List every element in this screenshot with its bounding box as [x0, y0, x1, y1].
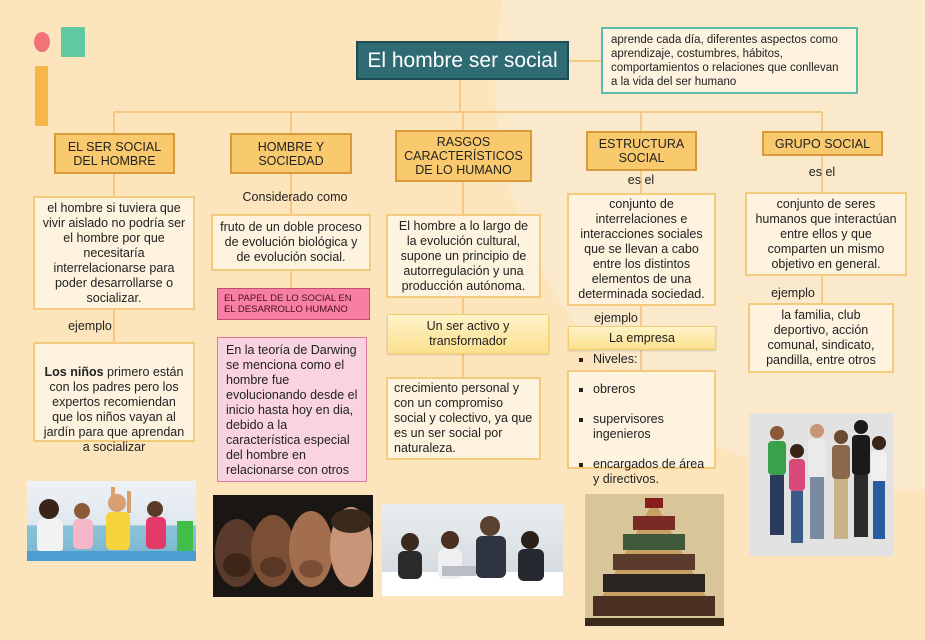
header-ser-social: EL SER SOCIAL DEL HOMBRE: [54, 133, 175, 174]
children-photo: [27, 481, 196, 561]
example-label-col4: ejemplo: [594, 310, 638, 325]
level-item: ▪ Niveles:: [593, 352, 708, 367]
example-ninos-text: primero están con los padres pero los expertos recomiendan que los niños vayan al jardín para que aprendan a socializar: [43, 365, 185, 454]
detail-crecimiento: crecimiento personal y con un compromiso social y colectivo, ya que es un ser social por naturaleza.: [386, 377, 541, 460]
header-grupo-social: GRUPO SOCIAL: [762, 131, 883, 156]
highlight-la-empresa: La empresa: [568, 326, 716, 350]
desc-rasgos: El hombre a lo largo de la evolución cultural, supone un principio de autorregulación y una producción autónoma.: [386, 214, 541, 298]
example-familia: la familia, club deportivo, acción comunal, sindicato, pandilla, entre otros: [748, 303, 894, 373]
desc-estructura: conjunto de interrelaciones e interacciones sociales que se llevan a cabo entre los distintos elementos de una determinada sociedad.: [567, 193, 716, 306]
office-team-photo: [382, 504, 563, 596]
header-hombre-sociedad: HOMBRE Y SOCIEDAD: [230, 133, 352, 174]
desc-grupo-social: conjunto de seres humanos que interactúan entre ellos y que comparten un mismo objetivo en general.: [745, 192, 907, 276]
pink-text-darwin: En la teoría de Darwing se menciona como el hombre fue evolucionando desde el inicio hasta hoy en dia, debido a la característica especial del hombre en relacionarse con otros: [217, 337, 367, 482]
header-estructura: ESTRUCTURA SOCIAL: [586, 131, 697, 171]
youth-group-photo: [749, 413, 893, 556]
header-rasgos: RASGOS CARACTERÍSTICOS DE LO HUMANO: [395, 130, 532, 182]
example-label-col1: ejemplo: [68, 318, 112, 333]
intro-text: aprende cada día, diferentes aspectos como aprendizaje, costumbres, hábitos, comportamientos o relaciones que conllevan a la vida del ser humano: [601, 27, 858, 94]
example-label-col5: ejemplo: [771, 285, 815, 300]
desc-ser-social: el hombre si tuviera que vivir aislado no podría ser el hombre por que necesitaría interrelacionarse para poder desarrollarse o socializar.: [33, 196, 195, 310]
pink-title-papel-social: EL PAPEL DE LO SOCIAL EN EL DESARROLLO HUMANO: [217, 288, 370, 320]
levels-list: [567, 352, 716, 486]
example-ninos-bold: Los niños: [44, 365, 104, 379]
example-ninos: [33, 342, 195, 454]
highlight-ser-activo: Un ser activo y transformador: [387, 314, 549, 354]
social-pyramid-illustration: [585, 494, 724, 626]
human-evolution-photo: [213, 495, 373, 597]
level-item: ▪ encargados de área y directivos.: [593, 457, 708, 487]
connector-es-el-col5: es el: [808, 164, 836, 179]
main-title: El hombre ser social: [356, 41, 569, 80]
connector-considerado: Considerado como: [242, 189, 348, 204]
level-item: ▪ supervisores ingenieros: [593, 412, 708, 442]
desc-hombre-sociedad: fruto de un doble proceso de evolución biológica y de evolución social.: [211, 214, 371, 271]
connector-es-el-col4: es el: [627, 172, 655, 187]
level-item: ▪ obreros: [593, 382, 708, 397]
